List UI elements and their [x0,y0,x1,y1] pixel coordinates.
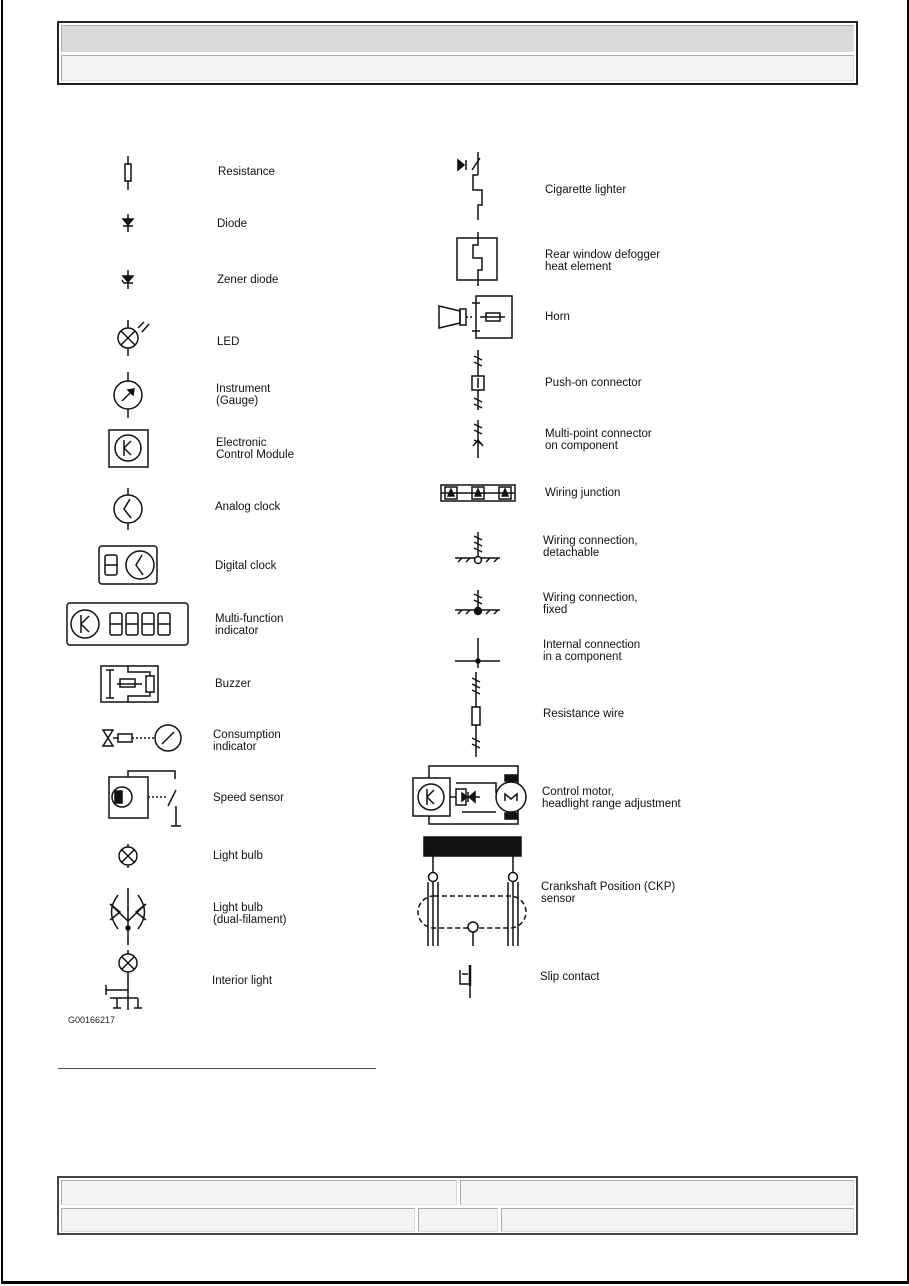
label-gauge: Instrument (Gauge) [216,383,271,407]
defogger-icon [457,232,497,286]
label-defogger: Rear window defogger heat element [545,249,661,273]
push-on-connector-icon [472,350,484,410]
led-icon [118,320,149,356]
label-resistance-wire: Resistance wire [543,708,625,720]
control-motor-icon [413,766,526,824]
multi-point-connector-icon [473,420,483,458]
label-zener-diode: Zener diode [217,274,279,286]
label-consumption: Consumption indicator [213,729,281,753]
footer-cell-1 [61,1180,457,1205]
label-multi-function: Multi-function indicator [215,613,284,637]
ckp-sensor-icon [418,837,526,946]
resistance-wire-icon [472,672,480,757]
footer-cell-4 [418,1208,498,1232]
label-diode: Diode [217,218,248,230]
speed-sensor-icon [109,771,181,826]
footer-cell-2 [460,1180,854,1205]
gauge-icon [114,372,142,418]
diode-icon [123,214,133,232]
label-cigarette-lighter: Cigarette lighter [545,184,627,196]
label-wiring-junction: Wiring junction [545,487,621,499]
label-detachable: Wiring connection, detachable [543,535,638,559]
label-interior-light: Interior light [212,975,273,987]
label-internal: Internal connection in a component [543,639,641,663]
wiring-junction-icon [441,485,515,501]
label-slip-contact: Slip contact [540,971,600,983]
cigarette-lighter-icon [458,152,482,220]
light-bulb-icon [119,844,137,868]
label-control-motor: Control motor, headlight range adjustment [542,786,681,810]
slip-contact-icon [460,965,470,998]
figure-id: G00166217 [68,1015,116,1025]
label-ckp: Crankshaft Position (CKP) sensor [541,881,676,905]
label-speed-sensor: Speed sensor [213,792,284,804]
label-push-on: Push-on connector [545,377,642,389]
consumption-indicator-icon [103,725,181,751]
horizontal-rule [58,1068,376,1069]
label-resistance: Resistance [218,166,275,178]
label-led: LED [217,336,240,348]
internal-connection-icon [455,638,500,668]
ecm-icon [109,430,148,467]
resistor-icon [125,156,131,190]
buzzer-icon [101,666,158,702]
label-fixed: Wiring connection, fixed [543,592,638,616]
interior-light-icon [106,950,142,1010]
footer-cell-3 [61,1208,415,1232]
fixed-connection-icon [455,590,500,615]
detachable-connection-icon [455,532,500,564]
zener-diode-icon [122,270,133,289]
multi-function-indicator-icon [67,603,188,645]
analog-clock-icon [114,488,142,530]
dual-filament-bulb-icon [110,888,146,945]
label-ecm: Electronic Control Module [216,437,294,461]
label-light-bulb: Light bulb [213,850,263,862]
footer-cell-5 [501,1208,854,1232]
label-analog-clock: Analog clock [215,501,281,513]
horn-icon [439,296,512,338]
label-digital-clock: Digital clock [215,560,277,572]
label-horn: Horn [545,311,570,323]
footer-table [57,1176,858,1235]
label-dual-bulb: Light bulb (dual-filament) [213,902,287,926]
label-buzzer: Buzzer [215,678,251,690]
label-multi-point: Multi-point connector on component [545,428,652,452]
digital-clock-icon [99,546,157,584]
